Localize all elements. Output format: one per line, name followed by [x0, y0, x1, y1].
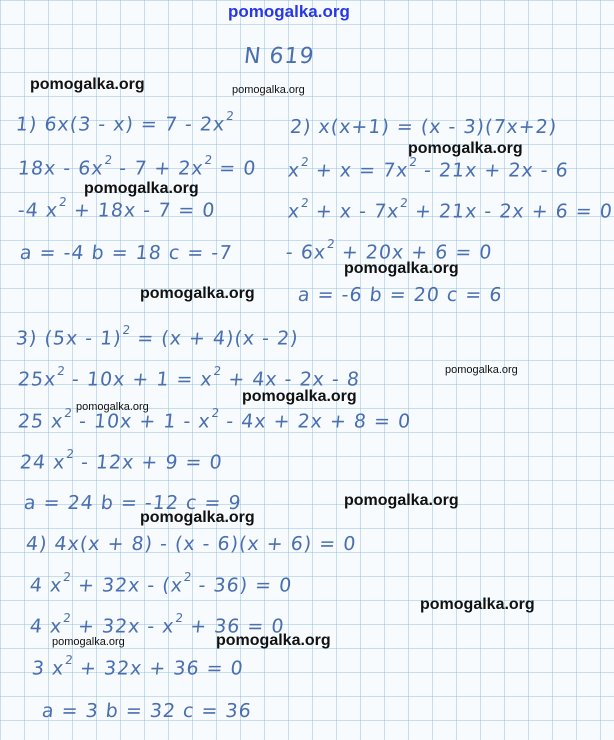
- problem-1-coefficients: a = -4 b = 18 c = -7: [18, 242, 234, 264]
- problem-4-equation: 4) 4x(x + 8) - (x - 6)(x + 6) = 0: [24, 533, 358, 555]
- site-watermark: pomogalka.org: [445, 364, 518, 376]
- problem-1-step-2: -4 $x^2 + 18x - 7 = 0$: [16, 195, 217, 222]
- problem-1-equation: 1) $6x(3 - x) = 7 - 2x^2$: [14, 109, 236, 136]
- problem-3-coefficients: a = 24 b = -12 c = 9: [22, 492, 243, 514]
- site-watermark: pomogalka.org: [242, 388, 357, 405]
- site-watermark: pomogalka.org: [216, 632, 331, 649]
- problem-4-step-1: 4 $x^2 + 32x - (x^2 - 36) = 0$: [28, 570, 294, 597]
- problem-2-step-1: $x^2 + x = 7x^2 - 21x + 2x - 6$: [286, 155, 570, 182]
- site-watermark-top: pomogalka.org: [228, 2, 350, 21]
- site-watermark: pomogalka.org: [140, 285, 255, 302]
- problem-4-step-3: 3 $x^2 + 32x + 36 = 0$: [30, 653, 245, 680]
- problem-2-equation: 2) x(x+1) = (x - 3)(7x+2): [288, 116, 559, 138]
- problem-number: N 619: [242, 44, 316, 69]
- site-watermark: pomogalka.org: [76, 401, 149, 413]
- site-watermark: pomogalka.org: [140, 509, 255, 526]
- problem-2-step-2: $x^2 + x - 7x^2 + 21x - 2x + 6 = 0$: [286, 196, 614, 223]
- site-watermark: pomogalka.org: [420, 596, 535, 613]
- problem-3-step-2: 25 $x^2 - 10x + 1 - x^2 - 4x + 2x + 8 = 0$: [16, 406, 413, 433]
- problem-2-coefficients: a = -6 b = 20 c = 6: [296, 284, 504, 306]
- site-watermark: pomogalka.org: [408, 140, 523, 157]
- problem-1-step-1: $18x - 6x^2 - 7 + 2x^2 = 0$: [16, 153, 258, 180]
- site-watermark: pomogalka.org: [232, 84, 305, 96]
- problem-3-step-1: $25x^2 - 10x + 1 = x^2 + 4x - 2x - 8$: [16, 364, 362, 391]
- problem-3-step-3: 24 $x^2 - 12x + 9 = 0$: [18, 447, 224, 474]
- problem-2-step-3: - $6x^2 + 20x + 6 = 0$: [284, 237, 494, 264]
- problem-4-step-2: 4 $x^2 + 32x - x^2 + 36 = 0$: [28, 611, 286, 638]
- problem-4-coefficients: a = 3 b = 32 c = 36: [40, 700, 253, 722]
- site-watermark: pomogalka.org: [344, 492, 459, 509]
- site-watermark: pomogalka.org: [30, 76, 145, 93]
- site-watermark: pomogalka.org: [52, 636, 125, 648]
- problem-3-equation: 3) (5x - 1)$^2$ = (x + 4)(x - 2): [14, 323, 300, 350]
- site-watermark: pomogalka.org: [344, 260, 459, 277]
- site-watermark: pomogalka.org: [84, 180, 199, 197]
